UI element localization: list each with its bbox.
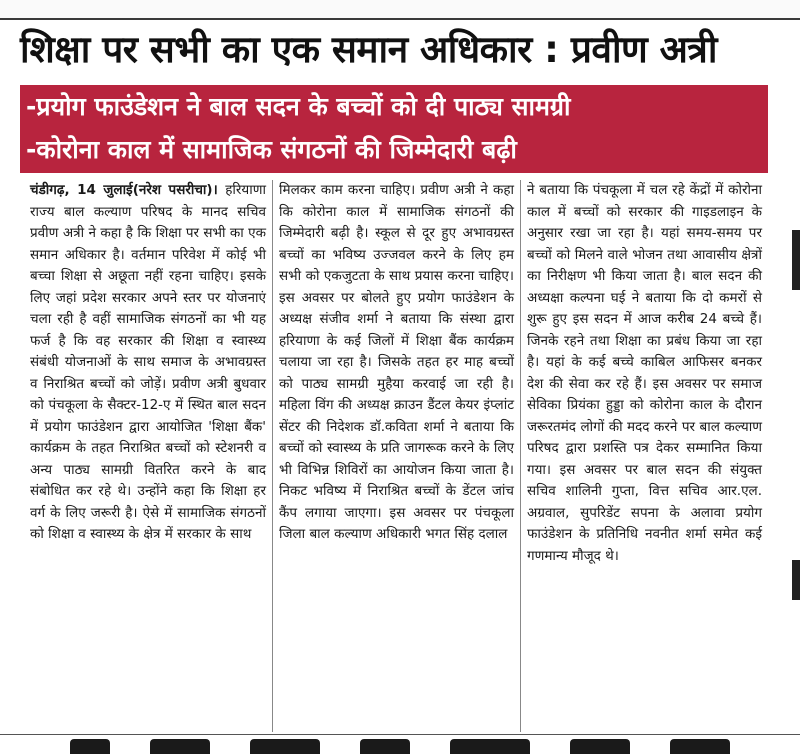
article-column-1 bbox=[24, 180, 272, 732]
adjacent-page-edge bbox=[792, 230, 800, 290]
column-1-text: हरियाणा राज्य बाल कल्याण परिषद के मानद सचिव प्रवीण अत्री ने कहा है कि शिक्षा पर सभी का एक समान अधिकार है। वर्तमान परिवेश में कोई भी बच्चा शिक्षा से अछूता नहीं रहना चाहिए। इसके लिए जहां प्रदेश सरकार अपने स्तर पर योजनाएं चला रही है वहीं सामाजिक संगठनों का भी यह फर्ज है कि वह सरकार की शिक्षा व स्वास्थ्य संबंधी योजनाओं के साथ समाज के अभावग्रस्त व निराश्रित बच्चों को जोड़ें। प्रवीण अत्री बुधवार को पंचकूला के सैक्टर-12-ए में स्थित बाल सदन में प्रयोग फाउंडेशन द्वारा आयोजित 'शिक्षा बैंक' कार्यक्रम के तहत निराश्रित बच्चों को स्टेशनरी व अन्य पाठ्य सामग्री वितरित करने के बाद संबोधित कर रहे थे। उन्होंने कहा कि शिक्षा हर वर्ग के लिए जरूरी है। ऐसे में सामाजिक संगठनों को शिक्षा व स्वास्थ्य के क्षेत्र में सरकार के साथ bbox=[30, 182, 266, 542]
subhead-line-2: -कोरोना काल में सामाजिक संगठनों की जिम्मेदारी बढ़ी bbox=[26, 135, 517, 164]
article-column-2 bbox=[272, 180, 520, 732]
next-article-cutoff-strip bbox=[0, 734, 800, 754]
subhead-line-1: -प्रयोग फाउंडेशन ने बाल सदन के बच्चों को दी पाठ्य सामग्री bbox=[26, 92, 571, 121]
column-2-text: मिलकर काम करना चाहिए। प्रवीण अत्री ने कहा कि कोरोना काल में सामाजिक संगठनों की जिम्मेदारी बढ़ी है। स्कूल से दूर हुए अभावग्रस्त बच्चों का भविष्य उज्जवल करने के लिए हम सभी को एकजुटता के साथ प्रयास करना चाहिए। इस अवसर पर बोलते हुए प्रयोग फाउंडेशन के अध्यक्ष संजीव शर्मा ने बताया कि संस्था द्वारा हरियाणा के कई जिलों में शिक्षा बैंक कार्यक्रम चलाया जा रहा है। जिसके तहत हर माह बच्चों को पाठ्य सामग्री मुहैया करवाई जा रही है। महिला विंग की अध्यक्ष क्राउन डैंटल केयर इंप्लांट सेंटर की निदेशक डॉ.कविता शर्मा ने बताया कि बच्चों को स्वास्थ्य के प्रति जागरूक करने के लिए भी विभिन्न शिविरों का आयोजन किया जाता है। निकट भविष्य में निराश्रित बच्चों के डेंटल जांच कैंप लगाया जाएगा। इस अवसर पर पंचकूला जिला बाल कल्याण अधिकारी भगत सिंह दलाल bbox=[279, 182, 514, 542]
article-column-3 bbox=[520, 180, 768, 732]
column-3-text: ने बताया कि पंचकूला में चल रहे केंद्रों में कोरोना काल में बच्चों को सरकार की गाइडलाइन के अनुसार रखा जा रहा है। यहां समय-समय पर बच्चों को मिलने वाले भोजन तथा आवासीय क्षेत्रों का निरीक्षण भी किया जाता है। बाल सदन की अध्यक्षा कल्पना घई ने बताया कि दो कमरों से शुरू हुए इस सदन में आज करीब 24 बच्चे हैं। जिनके रहने तथा शिक्षा का प्रबंध किया जा रहा है। यहां के कई बच्चे काबिल आफिसर बनकर देश की सेवा कर रहे हैं। इस अवसर पर समाज सेविका प्रियंका हुड्डा को कोरोना काल के दौरान जरूरतमंद लोगों की मदद करने पर बाल कल्याण परिषद द्वारा प्रशस्ति पत्र देकर सम्मानित किया गया। इस अवसर पर बाल सदन की संयुक्त सचिव शालिनी गुप्ता, वित्त सचिव आर.एल. अग्रवाल, सुपरिडेंट सपना के अलावा प्रयोग फाउंडेशन के प्रतिनिधि नवनीत शर्मा समेत कई गणमान्य मौजूद थे। bbox=[527, 182, 762, 564]
article-body bbox=[24, 180, 768, 732]
adjacent-page-edge-lower bbox=[792, 560, 800, 600]
previous-article-cutoff-strip bbox=[0, 0, 800, 20]
article-headline: शिक्षा पर सभी का एक समान अधिकार : प्रवीण अत्री bbox=[20, 28, 717, 71]
dateline: चंडीगढ़, 14 जुलाई(नरेश पसरीचा)। bbox=[30, 182, 226, 198]
subhead-banner bbox=[20, 85, 768, 173]
